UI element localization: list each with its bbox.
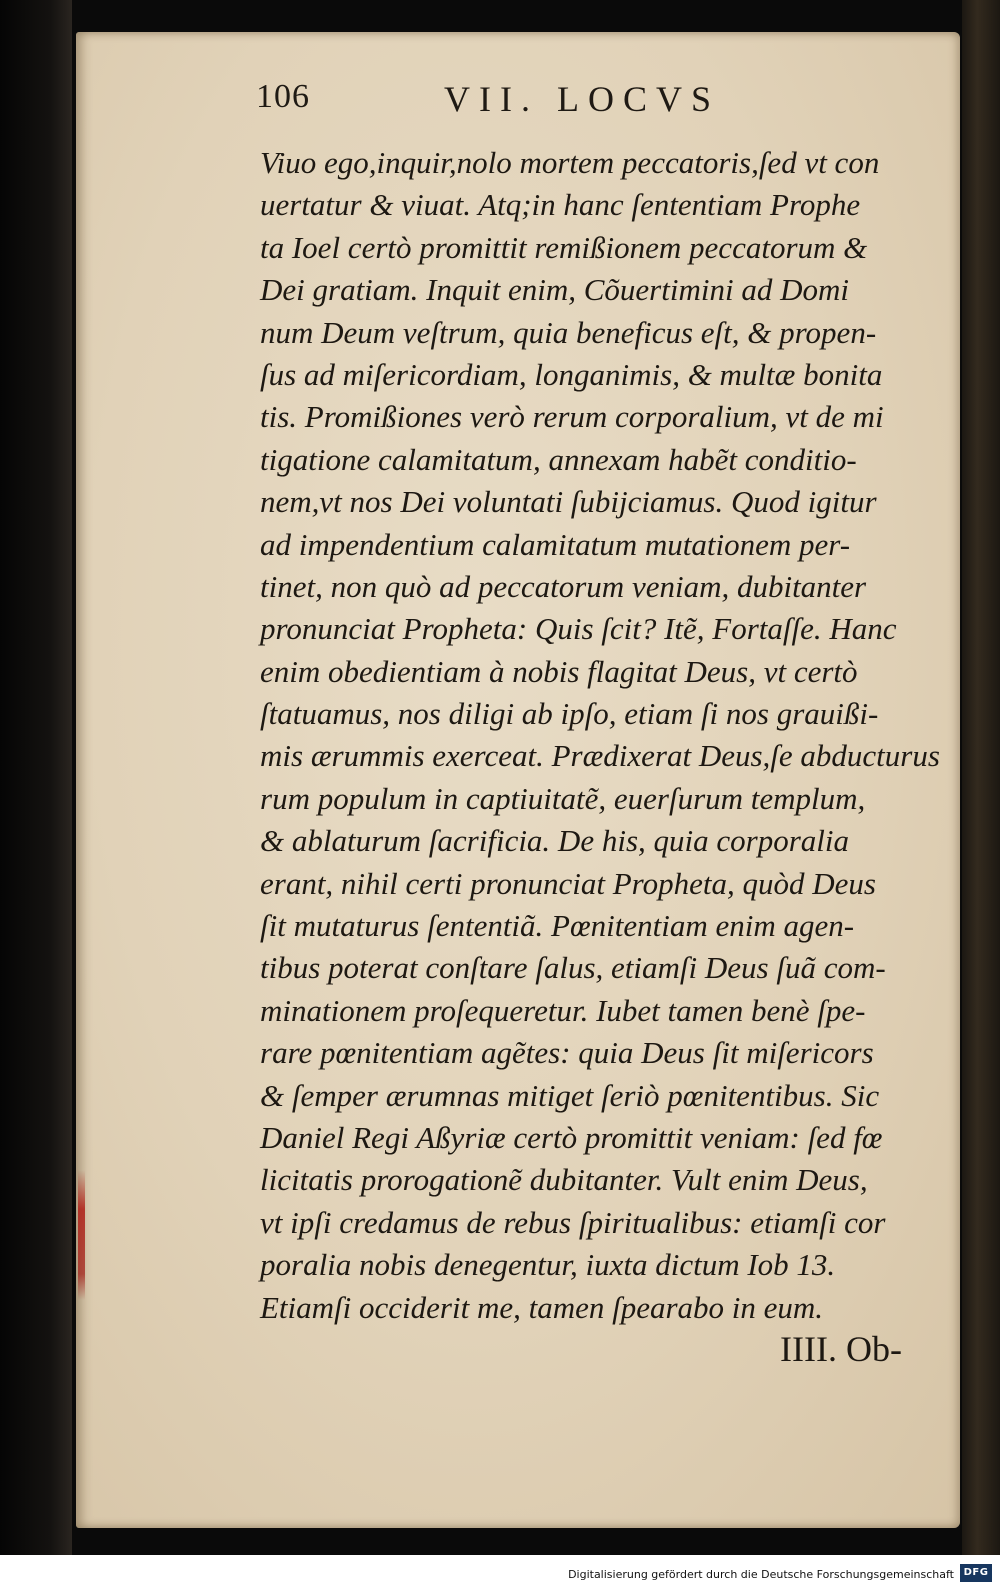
text-line: num Deum veſtrum, quia beneficus eſt, & propen- — [260, 314, 877, 350]
text-line: erant, nihil certi pronunciat Propheta, quòd Deus — [260, 865, 876, 901]
text-line: tis. Promißiones verò rerum corporalium, vt de mi — [260, 399, 884, 435]
text-line: minationem proſequeretur. Iubet tamen benè ſpe- — [260, 992, 866, 1028]
text-line: Daniel Regi Aßyriæ certò promittit veniam: ſed fœ — [260, 1119, 883, 1155]
catchword: IIII. Ob- — [780, 1329, 902, 1369]
dfg-logo-icon: DFG — [960, 1564, 992, 1582]
red-stain — [78, 1170, 85, 1300]
text-line: ſit mutaturus ſententiã. Pœnitentiam enim agen- — [260, 908, 855, 944]
text-line: ſtatuamus, nos diligi ab ipſo, etiam ſi nos grauißi- — [260, 696, 879, 732]
footer-credit: Digitalisierung gefördert durch die Deutsche Forschungsgemeinschaft — [568, 1568, 954, 1581]
book-left-edge — [0, 0, 72, 1590]
text-line: Dei gratiam. Inquit enim, Cõuertimini ad Domi — [260, 272, 849, 308]
text-line: poralia nobis denegentur, iuxta dictum Iob 13. — [260, 1247, 836, 1283]
text-line: tigatione calamitatum, annexam habẽt conditio- — [260, 441, 857, 477]
book-spine — [962, 0, 1000, 1555]
text-line: pronunciat Propheta: Quis ſcit? Itẽ, Fortaſſe. Hanc — [260, 611, 897, 647]
text-line: uertatur & viuat. Atq;in hanc ſententiam Prophe — [260, 187, 861, 223]
text-line: ad impendentium calamitatum mutationem per- — [260, 526, 851, 562]
text-line: vt ipſi credamus de rebus ſpiritualibus: etiamſi cor — [260, 1204, 886, 1240]
text-line: & ablaturum ſacrificia. De his, quia corporalia — [260, 823, 849, 859]
body-text — [260, 142, 960, 1329]
text-line: tinet, non quò ad peccatorum veniam, dubitanter — [260, 568, 867, 604]
text-line: ta Ioel certò promittit remißionem peccatorum & — [260, 229, 868, 265]
text-line: Viuo ego,inquir,nolo mortem peccatoris,ſed vt con — [260, 145, 880, 180]
text-line: ſus ad miſericordiam, longanimis, & multæ bonita — [260, 356, 883, 392]
text-line: tibus poterat conſtare ſalus, etiamſi Deus ſuã com- — [260, 950, 886, 986]
page-number: 106 — [256, 78, 310, 115]
text-line: enim obedientiam à nobis flagitat Deus, vt certò — [260, 653, 858, 689]
text-line: licitatis prorogationẽ dubitanter. Vult enim Deus, — [260, 1162, 868, 1198]
text-line: & ſemper ærumnas mitiget ſeriò pœnitentibus. Sic — [260, 1077, 880, 1113]
section-title: VII. LOCVS — [444, 79, 720, 119]
text-line: Etiamſi occiderit me, tamen ſpearabo in eum. — [260, 1289, 824, 1325]
text-line: rum populum in captiuitatẽ, euerſurum templum, — [260, 780, 866, 816]
text-line: mis ærummis exerceat. Prædixerat Deus,ſe abducturus — [260, 738, 940, 774]
running-head — [256, 78, 776, 128]
text-line: rare pœnitentiam agẽtes: quia Deus ſit miſericors — [260, 1035, 874, 1071]
text-line: nem,vt nos Dei voluntati ſubijciamus. Quod igitur — [260, 484, 877, 520]
